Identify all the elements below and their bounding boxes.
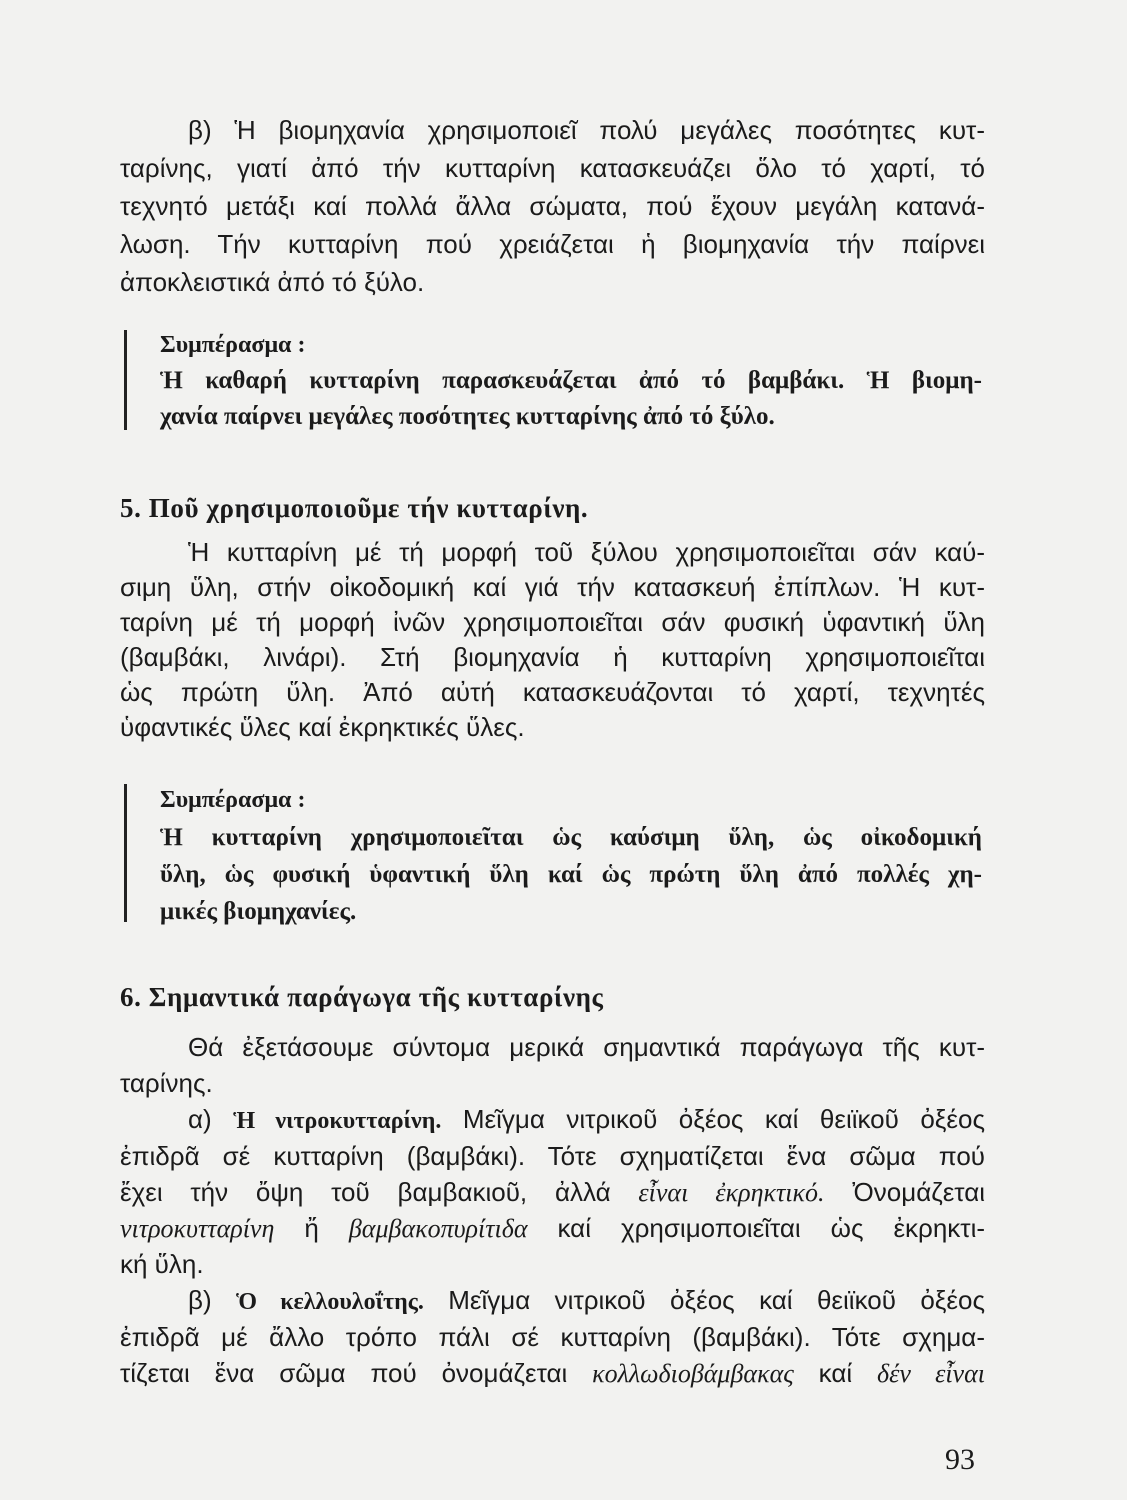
section-6-intro-line: Θά ἐξετάσουμε σύντομα μερικά σημαντικά παράγωγα τῆς κυτ- — [188, 1032, 985, 1062]
conclusion-2-line: μικές βιομηχανίες. — [160, 898, 357, 925]
section-5-line: Ἡ κυτταρίνη μέ τή μορφή τοῦ ξύλου χρησιμοποιεῖται σάν καύ- — [188, 537, 985, 567]
item-a-line-5: κή ὕλη. — [120, 1248, 204, 1279]
item-a-text: καί χρησιμοποιεῖται ὡς ἐκρηκτι- — [557, 1212, 986, 1243]
intro-paragraph — [120, 111, 985, 301]
section-5-line: σιμη ὕλη, στήν οἰκοδομική καί γιά τήν κατασκευή ἐπίπλων. Ἡ κυτ- — [120, 572, 985, 602]
conclusion-1-box — [160, 327, 982, 435]
section-5-line: ὑφαντικές ὕλες καί ἐκρηκτικές ὕλες. — [120, 712, 525, 742]
item-a-line-2: ἐπιδρᾶ σέ κυτταρίνη (βαμβάκι). Τότε σχηματίζεται ἕνα σῶμα πού — [120, 1141, 985, 1172]
conclusion-1-line: Ἡ καθαρή κυτταρίνη παρασκευάζεται ἀπό τό βαμβάκι. Ἡ βιομη- — [160, 367, 982, 394]
conclusion-2-bar — [124, 784, 127, 922]
item-b-title: Ὁ κελλουλοΐτης. — [236, 1288, 424, 1315]
item-a-text: ἤ — [304, 1212, 319, 1243]
section-6-intro-line: ταρίνης. — [120, 1067, 213, 1098]
item-b-text: Μεῖγμα νιτρικοῦ ὀξέος καί θειϊκοῦ ὀξέος — [448, 1284, 986, 1315]
page-number: 93 — [945, 1443, 975, 1476]
item-a-line-1 — [188, 1102, 985, 1140]
section-5-heading: 5. Ποῦ χρησιμοποιοῦμε τήν κυτταρίνη. — [120, 493, 589, 523]
intro-line: ταρίνης, γιατί ἀπό τήν κυτταρίνη κατασκευάζει ὅλο τό χαρτί, τό — [120, 153, 985, 183]
conclusion-1-bar — [124, 330, 127, 430]
intro-line: β) Ἡ βιομηχανία χρησιμοποιεῖ πολύ μεγάλες ποσότητες κυτ- — [188, 115, 985, 145]
intro-line: τεχνητό μετάξι καί πολλά ἄλλα σώματα, πού ἔχουν μεγάλη κατανά- — [120, 191, 985, 221]
conclusion-2-line: Ἡ κυτταρίνη χρησιμοποιεῖται ὡς καύσιμη ὕλη, ὡς οἰκοδομική — [160, 824, 982, 851]
conclusion-2-label: Συμπέρασμα : — [160, 787, 306, 813]
section-5-paragraph — [120, 535, 985, 745]
item-a-title: Ἡ νιτροκυτταρίνη. — [233, 1107, 442, 1134]
item-b-term: κολλωδιοβάμβακας — [592, 1359, 794, 1389]
item-b-line-2: ἐπιδρᾶ μέ ἄλλο τρόπο πάλι σέ κυτταρίνη (βαμβάκι). Τότε σχημα- — [120, 1322, 985, 1353]
item-b-text: καί — [818, 1358, 853, 1389]
section-5-line: ὡς πρώτη ὕλη. Ἀπό αὐτή κατασκευάζονται τό χαρτί, τεχνητές — [120, 677, 985, 707]
conclusion-1-label: Συμπέρασμα : — [160, 332, 306, 358]
item-b-text: τίζεται ἕνα σῶμα πού ὀνομάζεται — [120, 1358, 568, 1389]
item-a-text: Μεῖγμα νιτρικοῦ ὀξέος καί θειϊκοῦ ὀξέος — [462, 1103, 986, 1134]
conclusion-2-line: ὕλη, ὡς φυσική ὑφαντική ὕλη καί ὡς πρώτη ὕλη ἀπό πολλές χη- — [160, 861, 982, 888]
intro-line: λωση. Τήν κυτταρίνη πού χρειάζεται ἡ βιομηχανία τήν παίρνει — [120, 229, 985, 259]
item-b-marker: β) — [188, 1284, 212, 1315]
section-6-heading: 6. Σημαντικά παράγωγα τῆς κυτταρίνης — [120, 982, 604, 1012]
item-b-line-1 — [188, 1283, 985, 1321]
item-b-emphasis: δέν εἶναι — [877, 1359, 985, 1389]
item-a-text: Ὀνομάζεται — [852, 1177, 985, 1208]
item-a-text: ἔχει τήν ὄψη τοῦ βαμβακιοῦ, ἀλλά — [120, 1177, 611, 1208]
conclusion-2-box — [160, 782, 982, 930]
item-a-marker: α) — [188, 1103, 212, 1134]
item-b-line-3 — [120, 1356, 985, 1392]
item-a-term: βαμβακοπυρίτιδα — [348, 1213, 528, 1243]
conclusion-1-line: χανία παίρνει μεγάλες ποσότητες κυτταρίνης ἀπό τό ξύλο. — [160, 403, 775, 430]
item-a-line-3 — [120, 1175, 985, 1211]
item-a-term: νιτροκυτταρίνη — [120, 1213, 275, 1243]
section-5-line: (βαμβάκι, λινάρι). Στή βιομηχανία ἡ κυτταρίνη χρησιμοποιεῖται — [120, 642, 985, 672]
section-5-line: ταρίνη μέ τή μορφή ἰνῶν χρησιμοποιεῖται σάν φυσική ὑφαντική ὕλη — [120, 607, 985, 637]
item-a-emphasis: εἶναι ἐκρηκτικό. — [638, 1178, 825, 1208]
item-a-line-4 — [120, 1211, 985, 1247]
section-6-paragraph — [120, 1030, 985, 1392]
intro-line: ἀποκλειστικά ἀπό τό ξύλο. — [120, 267, 425, 297]
